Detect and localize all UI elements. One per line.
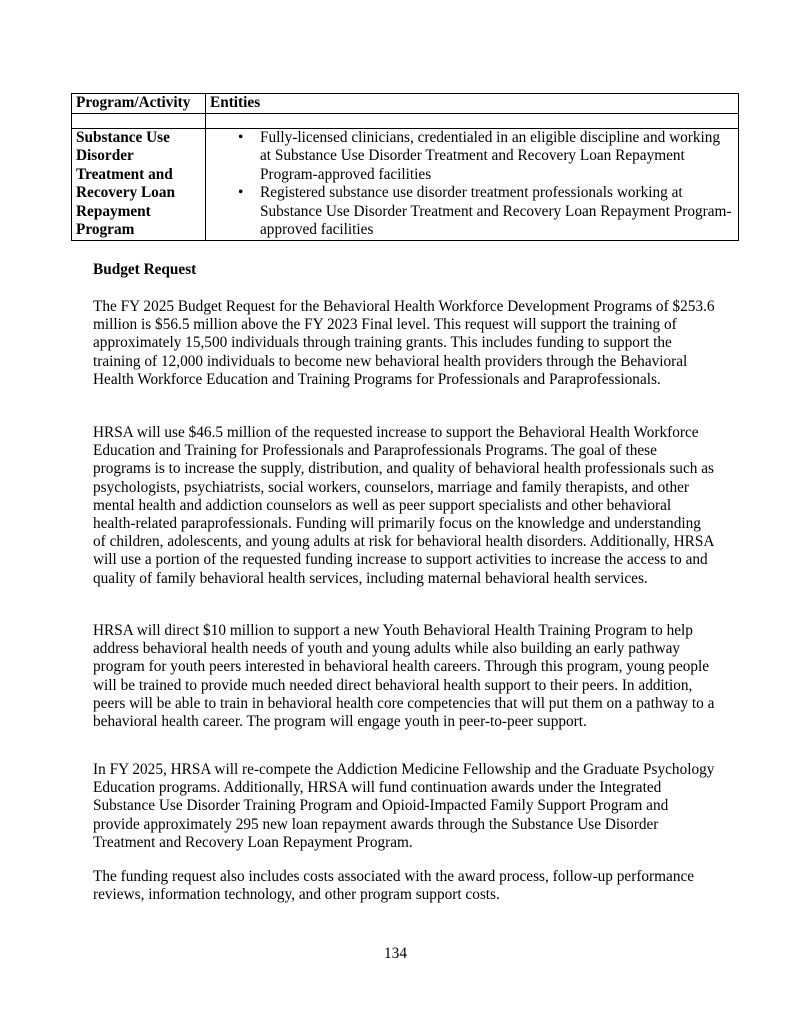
paragraph: HRSA will use $46.5 million of the requested increase to support the Behavioral Health Workforce Education and Training for Professionals and Paraprofessionals Programs. The goal of these programs is to increase the supply, distribution, and quality of behavioral health professionals such as psychologists, psychiatrists, social workers, counselors, marriage and family therapists, and other mental health and addiction counselors as well as peer support specialists and other behavioral health-related paraprofessionals. Funding will primarily focus on the knowledge and understanding of children, adolescents, and young adults at risk for behavioral health disorders. Additionally, HRSA will use a portion of the requested funding increase to support activities to increase the access to and quality of family behavioral health services, including maternal behavioral health services. [93, 424, 714, 587]
entity-text: Fully-licensed clinicians, credentialed in an eligible discipline and working at Substance Use Disorder Treatment and Recovery Loan Repayment Program-approved facilities [260, 128, 721, 183]
bullet-icon: • [238, 184, 244, 201]
entities-list [210, 129, 734, 240]
header-entities: Entities [206, 94, 739, 114]
paragraph: In FY 2025, HRSA will re-compete the Addiction Medicine Fellowship and the Graduate Psychology Education programs. Additionally, HRSA will fund continuation awards under the Integrated Substance Use Disorder Training Program and Opioid-Impacted Family Support Program and provide approximately 295 new loan repayment awards through the Substance Use Disorder Treatment and Recovery Loan Repayment Program. [93, 761, 715, 851]
bullet-icon: • [238, 128, 244, 146]
paragraph: HRSA will direct $10 million to support a new Youth Behavioral Health Training Program to help address behavioral health needs of youth and young adults while also building an early pathway program for youth peers interested in behavioral health careers. Through this program, young people will be trained to provide much needed direct behavioral health support to their peers. In addition, peers will be able to train in behavioral health core competencies that will put them on a pathway to a behavioral health career. The program will engage youth in peer-to-peer support. [93, 622, 715, 731]
table-spacer-row [72, 113, 739, 128]
section-heading: Budget Request [93, 261, 197, 278]
list-item [236, 184, 734, 240]
list-item [236, 129, 734, 185]
page-number: 134 [384, 945, 407, 962]
table-header-row [72, 94, 739, 114]
program-table [71, 93, 739, 241]
paragraph: The FY 2025 Budget Request for the Behavioral Health Workforce Development Programs of $253.6 million is $56.5 million above the FY 2023 Final level. This request will support the training of approximately 15,500 individuals through training grants. This includes funding to support the training of 12,000 individuals to become new behavioral health providers through the Behavioral Health Workforce Education and Training Programs for Professionals and Paraprofessionals. [93, 298, 715, 388]
table-row [72, 128, 739, 240]
paragraph: The funding request also includes costs associated with the award process, follow-up performance reviews, information technology, and other program support costs. [93, 868, 695, 904]
entities-cell [206, 128, 739, 240]
program-name-cell: Substance Use Disorder Treatment and Recovery Loan Repayment Program [72, 128, 206, 240]
entity-text: Registered substance use disorder treatment professionals working at Substance Use Disorder Treatment and Recovery Loan Repayment Program-approved facilities [260, 184, 732, 238]
header-program-activity: Program/Activity [72, 94, 206, 114]
